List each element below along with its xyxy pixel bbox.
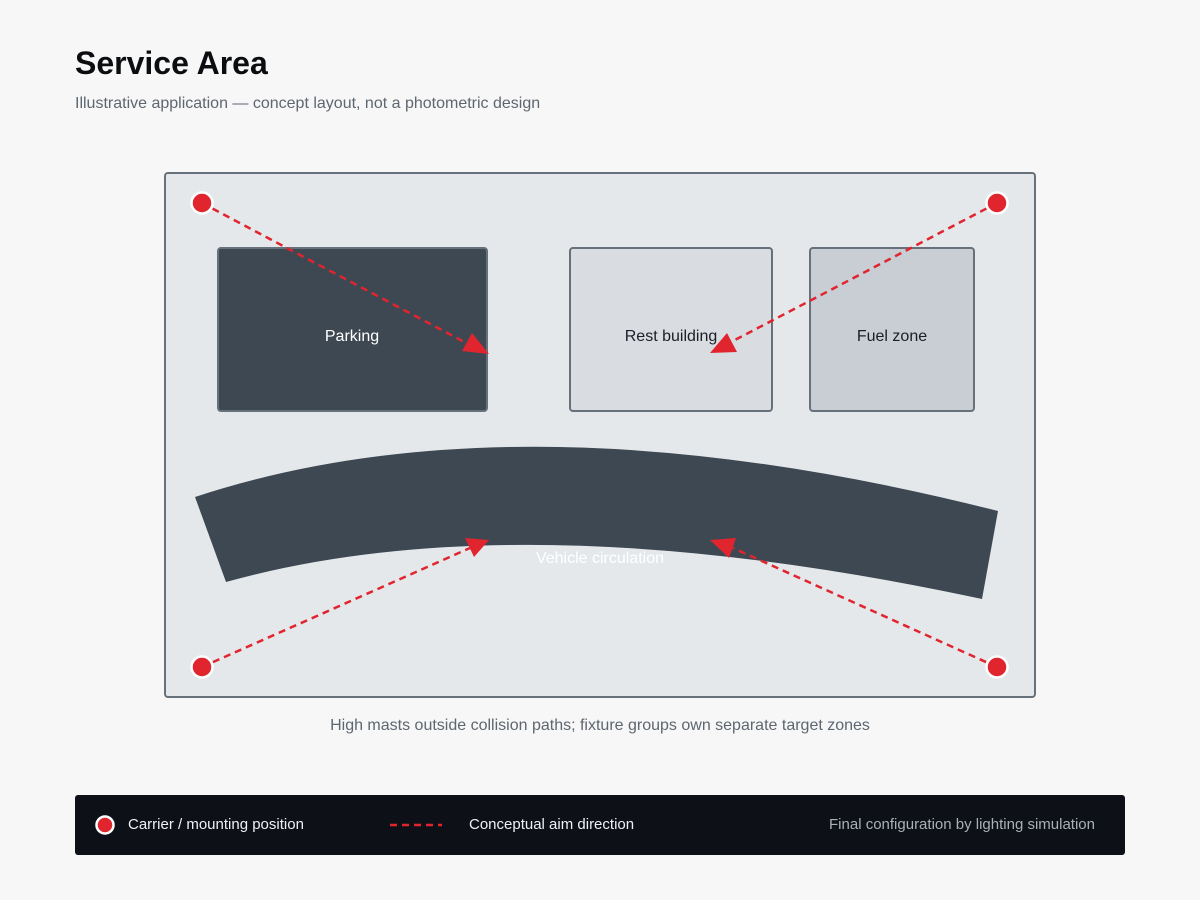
legend-bar xyxy=(75,795,1125,855)
diagram-caption: High masts outside collision paths; fixture groups own separate target zones xyxy=(330,717,870,734)
carrier-bottom-left xyxy=(192,657,213,678)
carrier-top-right xyxy=(987,193,1008,214)
vehicle-circulation-label: Vehicle circulation xyxy=(535,550,665,567)
parking-label: Parking xyxy=(324,328,380,345)
aim-direction-icon xyxy=(388,819,444,831)
page-subtitle: Illustrative application — concept layout, not a photometric design xyxy=(75,95,541,112)
legend-note: Final configuration by lighting simulation xyxy=(829,816,1095,833)
page-title: Service Area xyxy=(75,45,268,81)
carrier-marker-icon xyxy=(95,815,115,835)
legend-carrier-label: Carrier / mounting position xyxy=(128,816,304,833)
legend-aim-label: Conceptual aim direction xyxy=(469,816,635,833)
carrier-top-left xyxy=(192,193,213,214)
carrier-bottom-right xyxy=(987,657,1008,678)
rest-building-label: Rest building xyxy=(624,328,718,345)
fuel-zone-label: Fuel zone xyxy=(856,328,928,345)
